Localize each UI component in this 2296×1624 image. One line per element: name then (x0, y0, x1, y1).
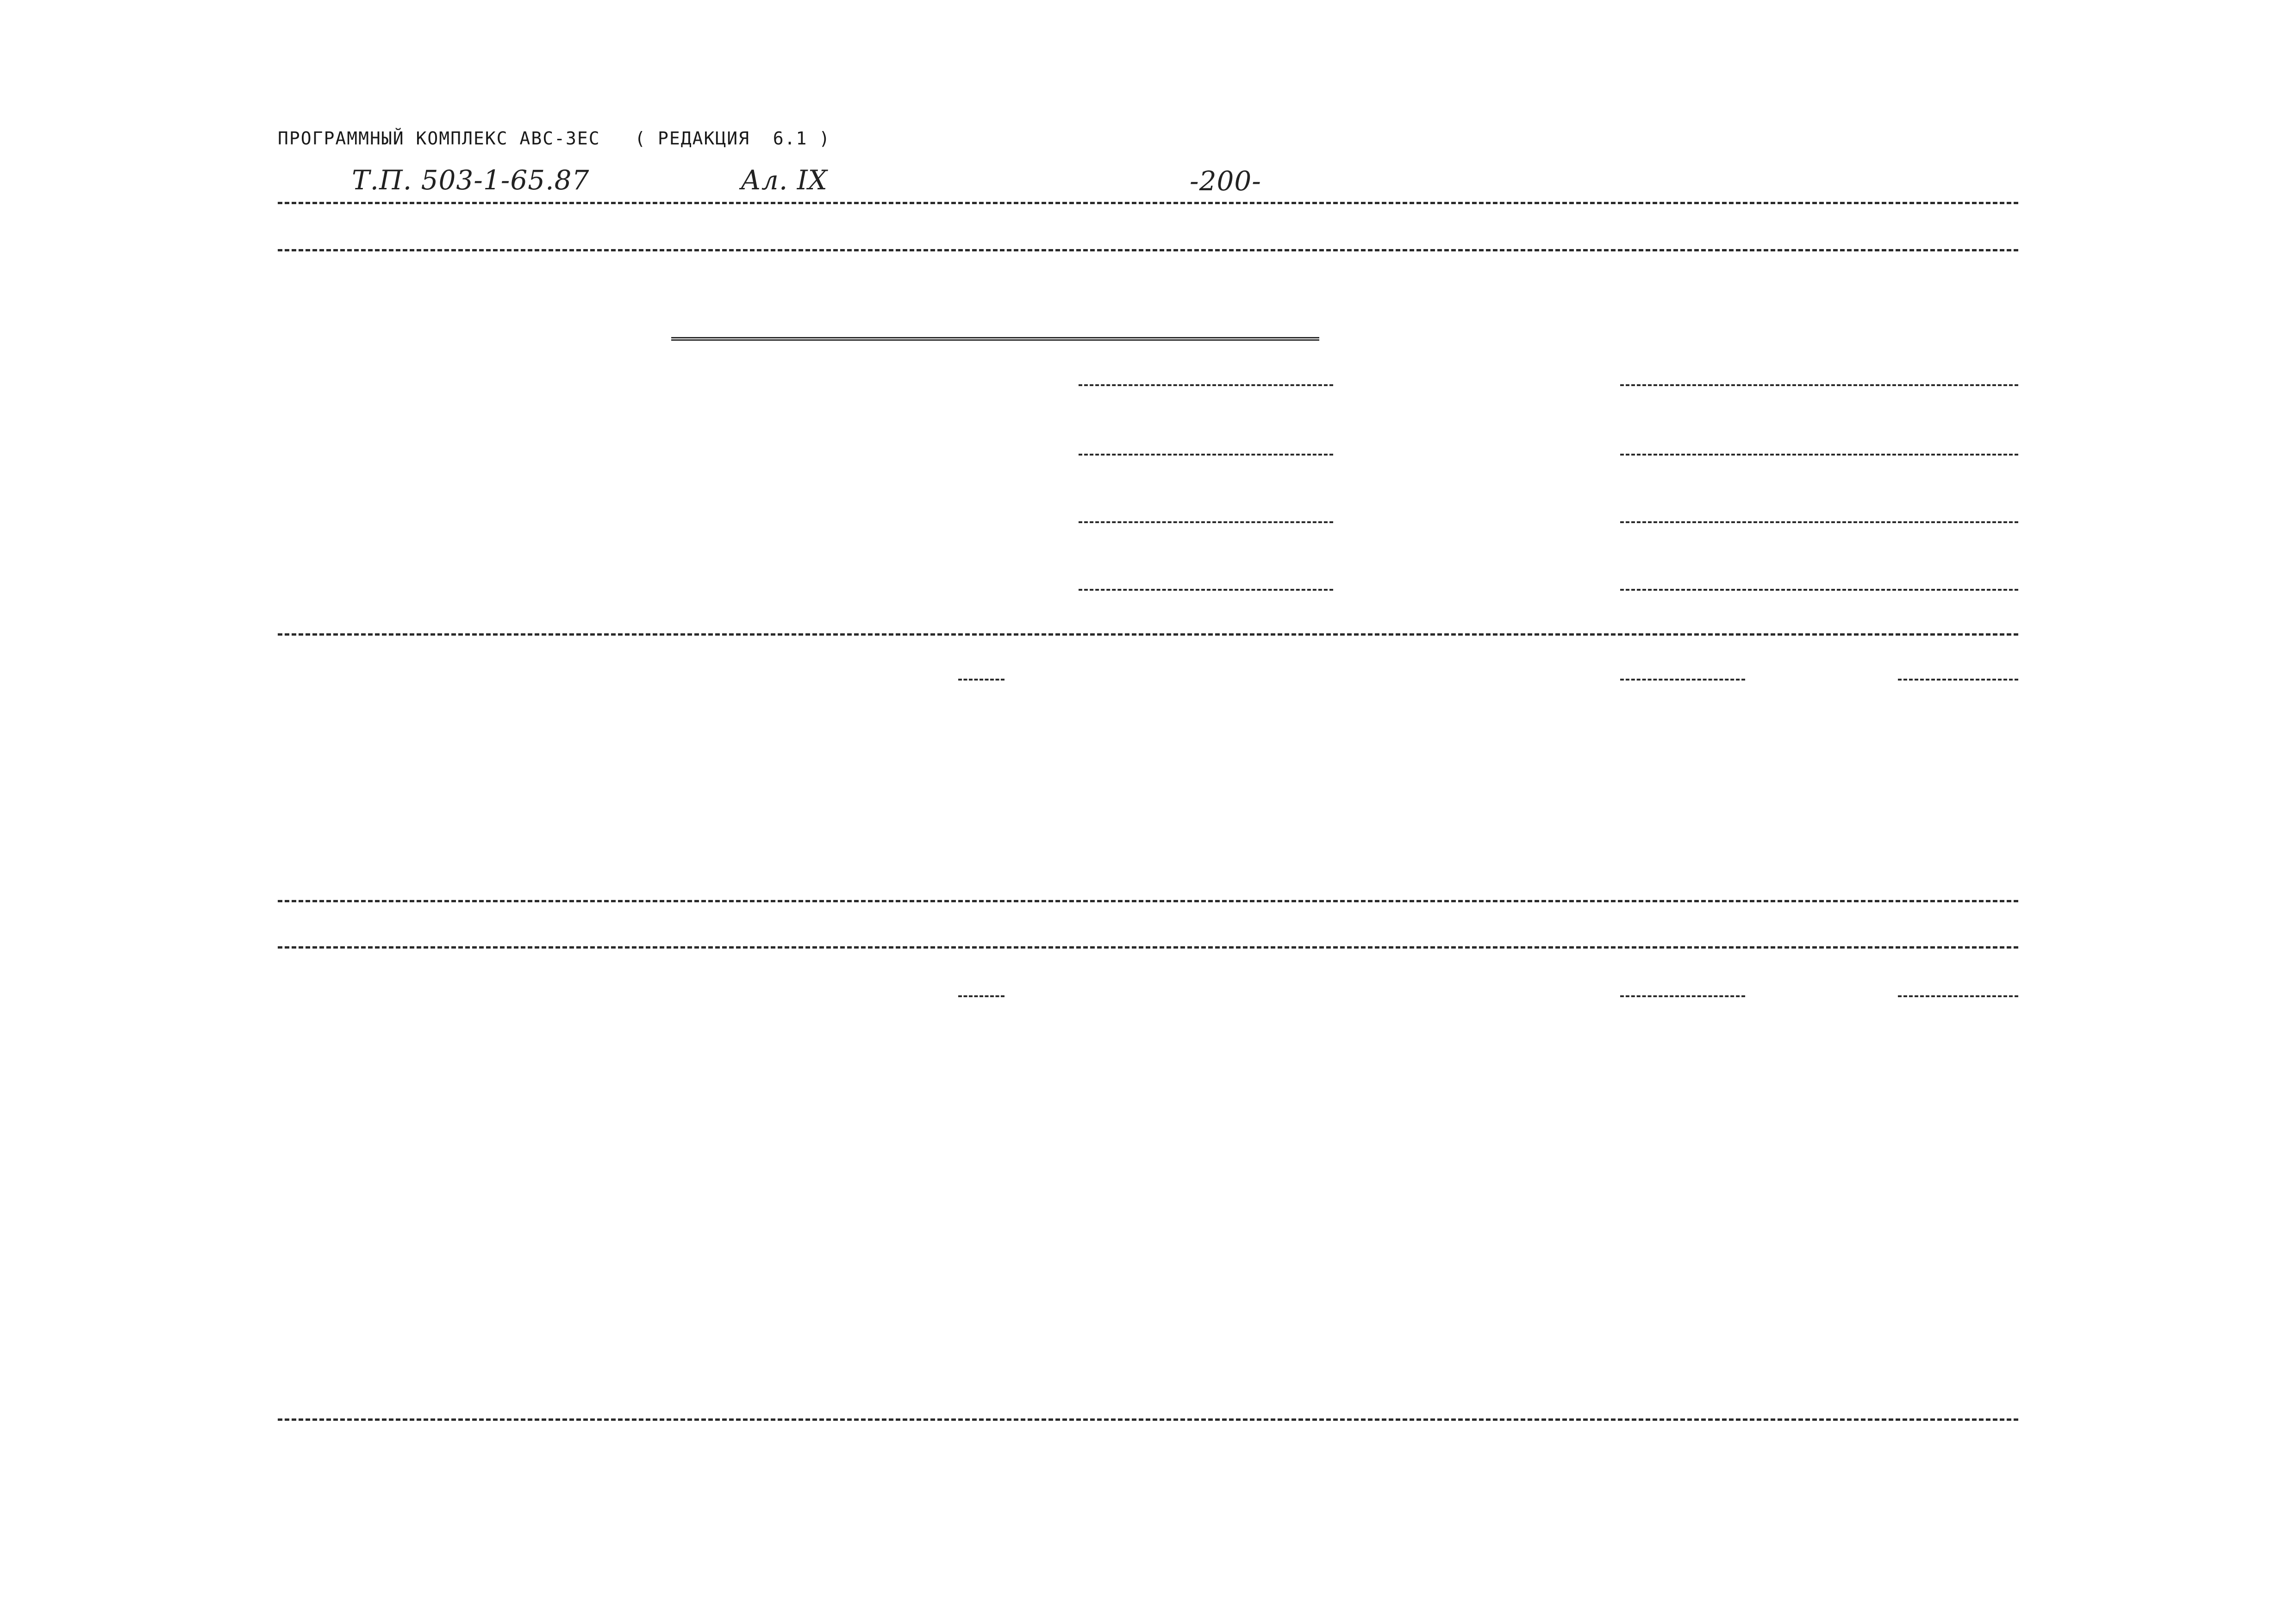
handwritten-page-number: -200- (1190, 165, 1261, 197)
sub-rule (1079, 384, 1333, 386)
table-top-rule (278, 202, 2018, 204)
rule-before-section-total (278, 900, 2018, 902)
sub-rule (958, 679, 1004, 681)
sub-rule (1079, 521, 1333, 523)
sub-rule (958, 995, 1004, 997)
sub-rule (1620, 454, 2018, 456)
sub-rule (1898, 679, 2018, 681)
sub-rule (1620, 521, 2018, 523)
sub-rule (1620, 679, 1745, 681)
table-header-bottom-rule (278, 249, 2018, 251)
sub-rule (1620, 384, 2018, 386)
sub-rule (1620, 589, 2018, 591)
rule-after-items (278, 633, 2018, 636)
handwritten-doc-code: Т.П. 503-1-65.87 (352, 164, 590, 196)
sub-rule (1620, 995, 1745, 997)
program-header: ПРОГРАММНЫЙ КОМПЛЕКС АВС-3ЕС ( РЕДАКЦИЯ 6.1 ) (278, 128, 831, 149)
handwritten-album: Ал. IX (741, 164, 828, 196)
sub-rule (1898, 995, 2018, 997)
sub-rule (1079, 589, 1333, 591)
sub-rule (1079, 454, 1333, 456)
rule-before-final (278, 1418, 2018, 1421)
rule-after-section-total (278, 946, 2018, 949)
section-title-underline (671, 337, 1319, 341)
